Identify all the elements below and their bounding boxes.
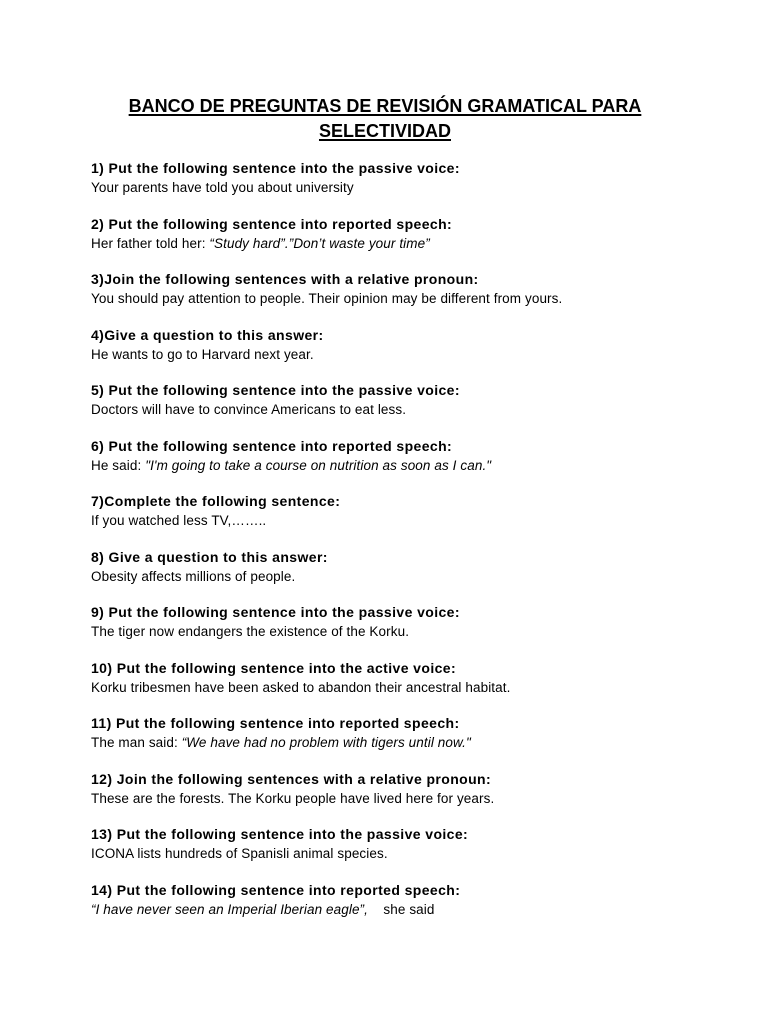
question-sentence bbox=[91, 900, 741, 919]
sentence-text: The tiger now endangers the existence of the Korku. bbox=[91, 624, 410, 639]
sentence-text: ICONA lists hundreds of Spanisli animal species. bbox=[91, 846, 388, 861]
quoted-text: “Study hard”.”Don’t waste your time” bbox=[209, 235, 430, 251]
question-item bbox=[91, 158, 741, 214]
sentence-text: Doctors will have to convince Americans to eat less. bbox=[91, 402, 407, 417]
sentence-text: Obesity affects millions of people. bbox=[91, 568, 296, 584]
sentence-text: These are the forests. The Korku people have lived here for years. bbox=[91, 790, 495, 806]
question-heading: 10) Put the following sentence into the active voice: bbox=[91, 659, 457, 676]
question-heading: 14) Put the following sentence into reported speech: bbox=[91, 881, 461, 898]
sentence-text: He wants to go to Harvard next year. bbox=[91, 346, 314, 362]
quoted-text: “I have never seen an Imperial Iberian eagle”, bbox=[91, 901, 369, 917]
question-sentence bbox=[91, 733, 741, 752]
question-item bbox=[91, 214, 741, 270]
sentence-text: Your parents have told you about university bbox=[91, 180, 354, 195]
quoted-text: “We have had no problem with tigers until now." bbox=[181, 735, 471, 750]
question-heading: 4)Give a question to this answer: bbox=[91, 326, 324, 343]
question-item bbox=[91, 547, 741, 603]
question-sentence bbox=[91, 678, 741, 697]
question-heading: 6) Put the following sentence into reported speech: bbox=[91, 437, 453, 454]
sentence-text: Her father told her: bbox=[91, 235, 210, 251]
question-item bbox=[91, 713, 741, 769]
question-item bbox=[91, 769, 741, 825]
question-heading: 9) Put the following sentence into the passive voice: bbox=[91, 604, 460, 620]
question-heading: 11) Put the following sentence into reported speech: bbox=[91, 715, 460, 731]
question-heading: 12) Join the following sentences with a relative pronoun: bbox=[91, 770, 492, 787]
sentence-text: If you watched less TV,…….. bbox=[91, 513, 267, 528]
question-sentence bbox=[91, 511, 741, 530]
sentence-text: Korku tribesmen have been asked to abandon their ancestral habitat. bbox=[91, 679, 511, 695]
question-sentence bbox=[91, 400, 741, 419]
question-item bbox=[91, 658, 741, 714]
question-heading: 8) Give a question to this answer: bbox=[91, 548, 328, 565]
question-item bbox=[91, 491, 741, 547]
question-item bbox=[91, 824, 741, 880]
question-heading: 3)Join the following sentences with a relative pronoun: bbox=[91, 271, 479, 287]
question-item bbox=[91, 436, 741, 492]
document-title: BANCO DE PREGUNTAS DE REVISIÓN GRAMATICAL PARA SELECTIVIDAD bbox=[128, 96, 642, 141]
question-sentence bbox=[91, 456, 741, 475]
question-list bbox=[91, 158, 741, 935]
question-item bbox=[91, 380, 741, 436]
sentence-text: He said: bbox=[91, 457, 146, 473]
question-heading: 5) Put the following sentence into the passive voice: bbox=[91, 382, 460, 398]
question-heading: 7)Complete the following sentence: bbox=[91, 493, 341, 509]
question-heading: 13) Put the following sentence into the passive voice: bbox=[91, 826, 469, 842]
question-sentence bbox=[91, 844, 741, 863]
sentence-text: The man said: bbox=[91, 735, 182, 750]
question-heading: 1) Put the following sentence into the passive voice: bbox=[91, 160, 460, 176]
question-sentence bbox=[91, 567, 741, 586]
question-sentence bbox=[91, 622, 741, 641]
question-sentence bbox=[91, 789, 741, 808]
question-item bbox=[91, 602, 741, 658]
question-item bbox=[91, 880, 741, 936]
sentence-suffix: she said bbox=[368, 901, 435, 917]
sentence-text: You should pay attention to people. Their opinion may be different from yours. bbox=[91, 291, 563, 306]
question-sentence bbox=[91, 234, 741, 253]
question-heading: 2) Put the following sentence into reported speech: bbox=[91, 215, 453, 232]
question-sentence bbox=[91, 345, 741, 364]
quoted-text: "I'm going to take a course on nutrition as soon as I can." bbox=[145, 457, 492, 473]
question-item bbox=[91, 325, 741, 381]
question-sentence bbox=[91, 289, 741, 308]
question-item bbox=[91, 269, 741, 325]
question-sentence bbox=[91, 178, 741, 197]
